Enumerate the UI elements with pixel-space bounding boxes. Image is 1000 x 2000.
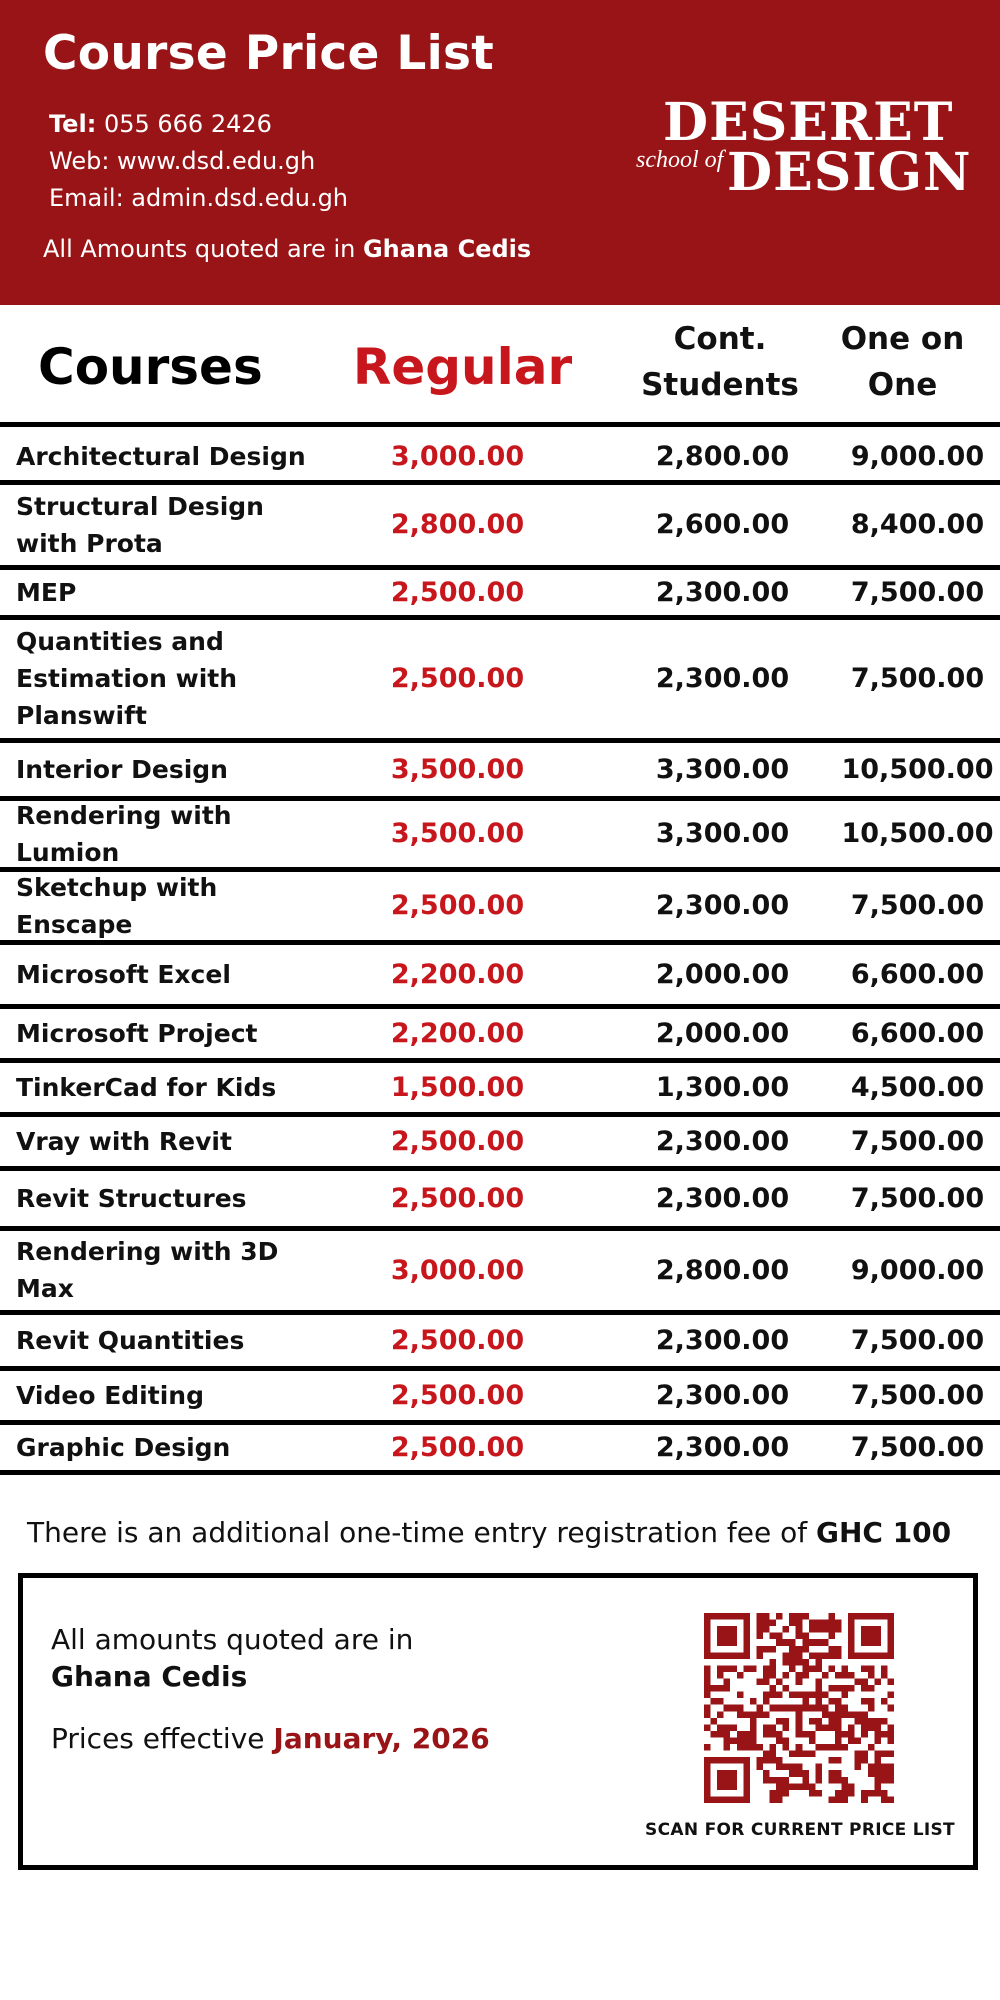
cont-students-price: 3,300.00 [655, 818, 790, 849]
table-row [0, 1228, 1000, 1312]
one-on-one-price: 7,500.00 [850, 663, 985, 694]
table-divider [0, 796, 1000, 801]
cont-students-price: 1,300.00 [655, 1071, 790, 1103]
table-divider [0, 1226, 1000, 1231]
qr-code[interactable] [704, 1613, 894, 1803]
course-name: Graphic Design [16, 1432, 231, 1462]
regular-price: 2,500.00 [390, 1431, 525, 1463]
table-row [0, 1006, 1000, 1060]
course-name: TinkerCad for Kids [16, 1072, 277, 1102]
cont-students-price: 2,000.00 [655, 958, 790, 990]
regular-price: 2,500.00 [390, 1324, 525, 1356]
course-name: Quantities and Estimation with Planswift [16, 627, 238, 730]
course-name: Sketchup with Enscape [16, 872, 218, 939]
contact-block [49, 106, 348, 217]
table-row [0, 1312, 1000, 1368]
table-divider [0, 1058, 1000, 1063]
regular-price: 1,500.00 [390, 1071, 525, 1103]
phone-label: Tel: [49, 110, 97, 138]
one-on-one-price: 7,500.00 [850, 1125, 985, 1157]
course-name: Architectural Design [16, 441, 306, 471]
regular-price: 3,000.00 [390, 440, 525, 472]
effective-date: January, 2026 [273, 1722, 490, 1755]
course-name: Vray with Revit [16, 1126, 232, 1156]
one-on-one-price: 9,000.00 [850, 1254, 985, 1286]
logo-line-deseret: DESERET [663, 92, 954, 153]
logo-school-of: school of [636, 147, 724, 173]
regular-price: 2,500.00 [390, 663, 525, 694]
one-on-one-price: 7,500.00 [850, 1431, 985, 1463]
regular-price: 2,200.00 [390, 1017, 525, 1049]
column-header-regular: Regular [352, 338, 573, 396]
currency-prefix: All Amounts quoted are in [43, 235, 356, 263]
course-name: Microsoft Project [16, 1018, 258, 1048]
table-divider [0, 867, 1000, 872]
table-row [0, 1422, 1000, 1472]
cont-students-price: 2,300.00 [655, 1182, 790, 1214]
one-on-one-price: 10,500.00 [841, 753, 994, 785]
table-divider [0, 480, 1000, 485]
info-box [18, 1573, 978, 1870]
regular-price: 2,200.00 [390, 958, 525, 990]
cont-students-price: 2,300.00 [655, 890, 790, 921]
column-header-one-on-one [820, 316, 985, 408]
column-header-cont-students [615, 316, 825, 408]
cont-students-price: 2,000.00 [655, 1017, 790, 1049]
course-name: Microsoft Excel [16, 959, 231, 989]
table-divider [0, 1420, 1000, 1425]
one-on-one-price: 7,500.00 [850, 1379, 985, 1411]
cont-students-price: 2,300.00 [655, 1125, 790, 1157]
header-banner [0, 0, 1000, 305]
course-name: Revit Structures [16, 1183, 247, 1213]
table-row [0, 798, 1000, 869]
table-row [0, 1168, 1000, 1228]
contact-web: Web: www.dsd.edu.gh [49, 147, 316, 175]
currency-note [43, 235, 531, 263]
table-divider [0, 1310, 1000, 1315]
table-row [0, 617, 1000, 740]
qr-caption: SCAN FOR CURRENT PRICE LIST [645, 1820, 955, 1840]
table-divider [0, 1366, 1000, 1371]
regular-price: 3,500.00 [390, 818, 525, 849]
table-row [0, 1060, 1000, 1114]
info-currency-line: All amounts quoted are in [51, 1623, 414, 1656]
cont-students-price: 2,300.00 [655, 663, 790, 694]
table-divider [0, 940, 1000, 945]
cont-students-price: 2,600.00 [655, 509, 790, 540]
fee-amount: GHC 100 [815, 1516, 952, 1549]
table-divider [0, 565, 1000, 570]
school-logo [636, 92, 972, 203]
regular-price: 3,500.00 [390, 753, 525, 785]
currency-name: Ghana Cedis [362, 235, 532, 263]
course-name: Rendering with 3D Max [16, 1237, 279, 1303]
regular-price: 2,500.00 [390, 1125, 525, 1157]
table-row [0, 869, 1000, 942]
regular-price: 2,500.00 [390, 1379, 525, 1411]
cont-students-price: 2,800.00 [655, 440, 790, 472]
table-divider [0, 738, 1000, 743]
table-divider [0, 1470, 1000, 1475]
cont-students-price: 3,300.00 [655, 753, 790, 785]
course-name: Video Editing [16, 1380, 204, 1410]
regular-price: 2,500.00 [390, 576, 525, 608]
table-row [0, 482, 1000, 567]
cont-students-price: 2,300.00 [655, 1324, 790, 1356]
cont-header-line1: Cont. [673, 321, 767, 357]
course-name: MEP [16, 577, 77, 607]
table-row [0, 1114, 1000, 1168]
fee-text: There is an additional one-time entry registration fee of [27, 1516, 808, 1549]
phone-number: 055 666 2426 [103, 110, 272, 138]
one-on-one-price: 7,500.00 [850, 890, 985, 921]
table-divider [0, 422, 1000, 427]
cont-students-price: 2,300.00 [655, 576, 790, 608]
page-title: Course Price List [43, 26, 495, 81]
one-header-line2: One [867, 367, 938, 403]
one-on-one-price: 4,500.00 [850, 1071, 985, 1103]
contact-email: Email: admin.dsd.edu.gh [49, 184, 349, 212]
table-divider [0, 1166, 1000, 1171]
one-on-one-price: 7,500.00 [850, 1182, 985, 1214]
regular-price: 2,800.00 [390, 509, 525, 540]
effective-prefix: Prices effective [51, 1722, 265, 1755]
one-on-one-price: 6,600.00 [850, 1017, 985, 1049]
regular-price: 2,500.00 [390, 1182, 525, 1214]
course-name: Interior Design [16, 754, 228, 784]
table-divider [0, 1112, 1000, 1117]
table-divider [0, 1004, 1000, 1009]
one-on-one-price: 8,400.00 [850, 509, 985, 540]
info-currency-name: Ghana Cedis [51, 1660, 248, 1693]
table-row [0, 942, 1000, 1006]
effective-date-line [51, 1722, 490, 1755]
contact-phone [49, 106, 348, 143]
regular-price: 3,000.00 [390, 1254, 525, 1286]
one-on-one-price: 9,000.00 [850, 440, 985, 472]
one-on-one-price: 6,600.00 [850, 958, 985, 990]
one-on-one-price: 7,500.00 [850, 1324, 985, 1356]
course-name: Revit Quantities [16, 1325, 245, 1355]
table-row [0, 567, 1000, 617]
course-name: Rendering with Lumion [16, 800, 232, 867]
table-row [0, 740, 1000, 798]
column-header-courses: Courses [38, 338, 263, 396]
registration-fee-note [27, 1516, 951, 1549]
logo-line-design: DESIGN [727, 142, 972, 203]
one-on-one-price: 10,500.00 [841, 818, 994, 849]
one-on-one-price: 7,500.00 [850, 576, 985, 608]
cont-header-line2: Students [641, 367, 799, 403]
table-row [0, 1368, 1000, 1422]
table-divider [0, 615, 1000, 620]
one-header-line1: One on [840, 321, 965, 357]
cont-students-price: 2,300.00 [655, 1379, 790, 1411]
regular-price: 2,500.00 [390, 890, 525, 921]
cont-students-price: 2,800.00 [655, 1254, 790, 1286]
cont-students-price: 2,300.00 [655, 1431, 790, 1463]
table-row [0, 430, 1000, 482]
course-name: Structural Design with Prota [16, 491, 264, 558]
